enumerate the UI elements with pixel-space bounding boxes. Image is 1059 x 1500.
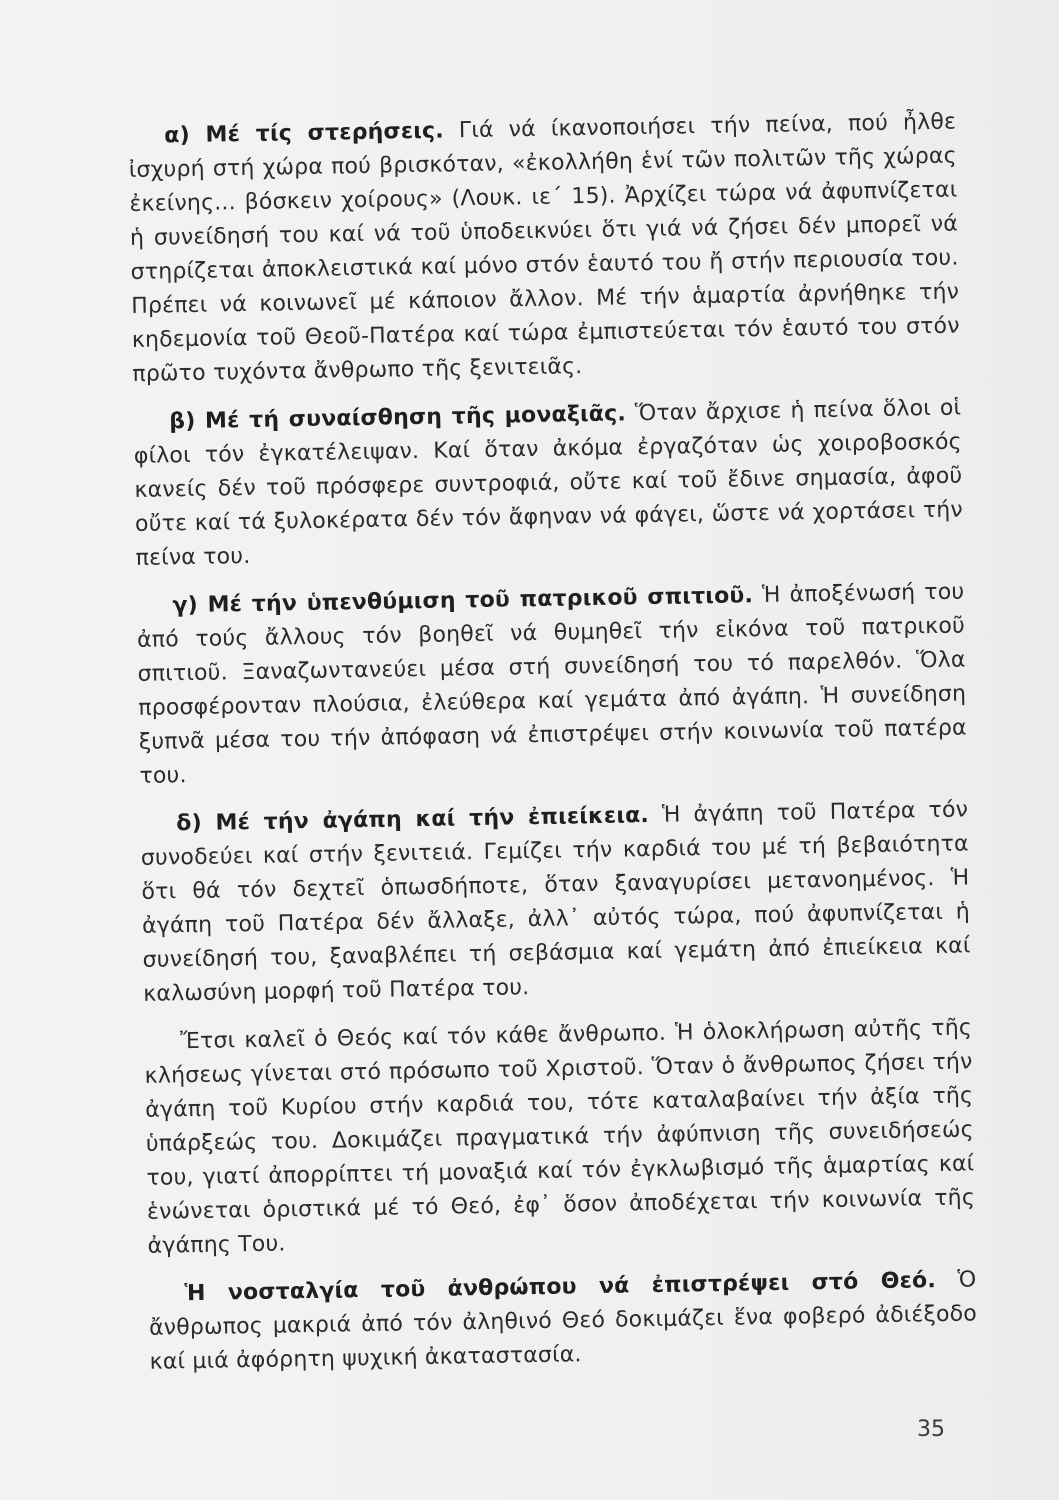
paragraph-delta-body: Ἡ ἀγάπη τοῦ Πατέρα τόν συνοδεύει καί στήν ξενιτειά. Γεμίζει τήν καρδιά του μέ τή βεβαιότητα ὅτι θά τόν δεχτεῖ ὁπωσδήποτε, ὅταν ξαναγυρίσει μετανοημένος. Ἡ ἀγάπη τοῦ Πατέρα δέν ἄλλαξε, ἀλλ᾽ αὐτός τώρα, πού ἀφυπνίζεται ἡ συνείδησή του, ξαναβλέπει τή σεβάσμια καί γεμάτη ἀπό ἐπιείκεια καί καλωσύνη μορφή τοῦ Πατέρα του. (140, 797, 971, 1007)
paragraph-nostalgia (148, 1263, 978, 1379)
paragraph-beta-body: Ὅταν ἄρχισε ἡ πείνα ὅλοι οἱ φίλοι τόν ἐγκατέλειψαν. Καί ὅταν ἀκόμα ἐργαζόταν ὡς χοιροβοσκός κανείς δέν τοῦ πρόσφερε συντροφιά, οὔτε καί τοῦ ἔδινε σημασία, ἀφοῦ οὔτε καί τά ξυλοκέρατα δέν τόν ἄφηναν νά φάγει, ὥστε νά χορτάσει τήν πείνα του. (133, 395, 964, 571)
paragraph-alpha-body: Γιά νά ίκανοποιήσει τήν πείνα, πού ἦλθε ἰσχυρή στή χώρα πού βρισκόταν, «ἐκολλήθη ἑνί τῶν πολιτῶν τῆς χώρας ἐκείνης... βόσκειν χοίρους» (Λουκ. ιε΄ 15). Ἀρχίζει τώρα νά ἀφυπνίζεται ἡ συνείδησή του καί νά τοῦ ὑποδεικνύει ὅτι γιά νά ζήσει δέν μπορεῖ νά στηρίζεται ἀποκλειστικά καί μόνο στόν ἑαυτό του ἤ στήν περιουσία του. Πρέπει νά κοινωνεῖ μέ κάποιον ἄλλον. Μέ τήν ἁμαρτία ἀρνήθηκε τήν κηδεμονία τοῦ Θεοῦ-Πατέρα καί τώρα ἐμπιστεύεται τόν ἑαυτό του στόν πρῶτο τυχόντα ἄνθρωπο τῆς ξενιτειᾶς. (128, 109, 960, 387)
paragraph-delta (140, 793, 971, 1011)
paragraph-alpha-heading: α) Μέ τίς στερήσεις. (164, 118, 445, 149)
page-number: 35 (917, 1417, 945, 1442)
paragraph-beta-heading: β) Μέ τή συναίσθηση τῆς μοναξιᾶς. (169, 401, 627, 435)
paragraph-nostalgia-body: Ὁ ἄνθρωπος μακριά ἀπό τόν ἀληθινό Θεό δοκιμάζει ἕνα φοβερό ἀδιέξοδο καί μιά ἀφόρητη ψυχική ἀκαταστασία. (148, 1267, 978, 1375)
paragraph-conclusion-body: Ἔτσι καλεῖ ὁ Θεός καί τόν κάθε ἄνθρωπο. Ἡ ὁλοκλήρωση αὐτῆς τῆς κλήσεως γίνεται στό πρόσωπο τοῦ Χριστοῦ. Ὅταν ὁ ἄνθρωπος ζήσει τήν ἀγάπη τοῦ Κυρίου στήν καρδιά του, τότε καταλαβαίνει τήν ἀξία τῆς ὑπάρξεώς του. Δοκιμάζει πραγματικά τήν ἀφύπνιση τῆς συνειδήσεώς του, γιατί ἀπορρίπτει τή μοναξιά καί τόν ἐγκλωβισμό τῆς ἁμαρτίας καί ἑνώνεται ὁριστικά μέ τό Θεό, ἐφ᾽ ὅσον ἀποδέχεται τήν κοινωνία τῆς ἀγάπης Του. (144, 1015, 976, 1259)
paragraph-conclusion (144, 1011, 976, 1263)
body-text (128, 106, 978, 1394)
paragraph-gamma-heading: γ) Μέ τήν ὑπενθύμιση τοῦ πατρικοῦ σπιτιοῦ. (172, 583, 754, 619)
paragraph-nostalgia-heading: Ἡ νοσταλγία τοῦ ἀνθρώπου νά ἐπιστρέψει στό Θεό. (184, 1268, 937, 1307)
paragraph-gamma-body: Ἡ ἀποξένωσή του ἀπό τούς ἄλλους τόν βοηθεῖ νά θυμηθεῖ τήν εἰκόνα τοῦ πατρικοῦ σπιτιοῦ. Ξαναζωντανεύει μέσα στή συνείδησή του τό παρελθόν. Ὅλα προσφέρονταν πλούσια, ἐλεύθερα καί γεμάτα ἀπό ἀγάπη. Ἡ συνείδηση ξυπνᾶ μέσα του τήν ἀπόφαση νά ἐπιστρέψει στήν κοινωνία τοῦ πατέρα του. (136, 579, 967, 789)
paragraph-delta-heading: δ) Μέ τήν ἀγάπη καί τήν ἐπιείκεια. (176, 803, 650, 837)
paragraph-gamma (136, 575, 967, 793)
paragraph-beta (133, 392, 964, 576)
paragraph-alpha (128, 106, 961, 392)
